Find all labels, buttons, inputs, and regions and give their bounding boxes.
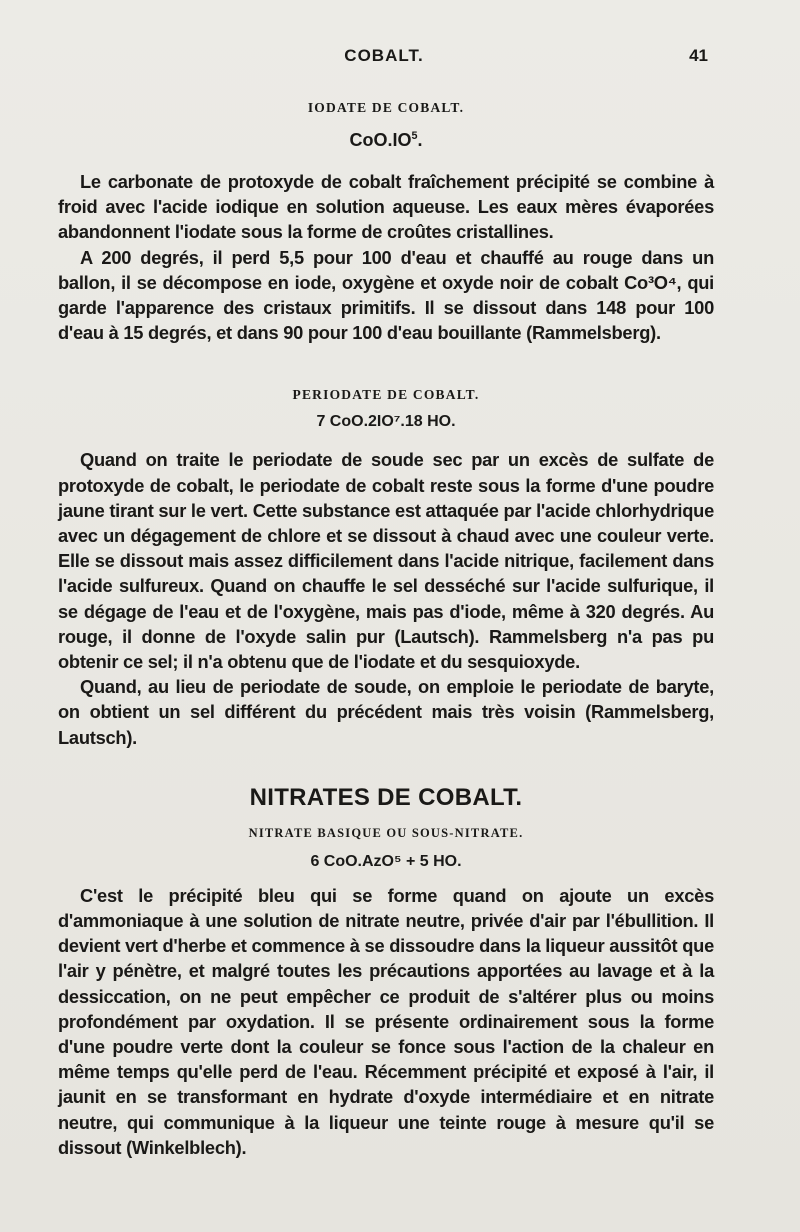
formula-iodate-end: . — [417, 130, 423, 150]
formula-nitrate: 6 CoO.AzO⁵ + 5 HO. — [310, 852, 462, 870]
iodate-paragraph-1: Le carbonate de protoxyde de cobalt fraîchement précipité se combine à froid avec l'acide iodique en solution aqueuse. Les eaux mères évaporées abandonnent l'iodate sous la forme de croûtes cristallines. — [58, 171, 714, 243]
running-head — [60, 46, 708, 70]
page-content — [58, 100, 714, 1160]
iodate-paragraph-2: A 200 degrés, il perd 5,5 pour 100 d'eau et chauffé au rouge dans un ballon, il se décompose en iode, oxygène et oxyde noir de cobalt Co³O⁴, qui garde l'apparence des cristaux primitifs. Il se dissout dans 148 pour 100 d'eau à 15 degrés, et dans 90 pour 100 d'eau bouillante (Rammelsberg). — [58, 246, 714, 344]
formula-iodate-base: CoO.IO — [349, 130, 412, 150]
page-number: 41 — [689, 46, 708, 65]
section-title-iodate: IODATE DE COBALT. — [307, 100, 465, 115]
periodate-paragraph-2: Quand, au lieu de periodate de soude, on emploie le periodate de baryte, on obtient un sel différent du précédent mais très voisin (Rammelsberg, Lautsch). — [58, 676, 714, 748]
formula-iodate-sup: 5 — [411, 130, 418, 142]
formula-periodate: 7 CoO.2IO⁷.18 HO. — [316, 413, 456, 431]
periodate-paragraph-1: Quand on traite le periodate de soude sec par un excès de sulfate de protoxyde de cobalt, le periodate de cobalt reste sous la forme d'une poudre jaune tirant sur le vert. Cette substance est attaquée par l'acide chlorhydrique avec un dégagement de chlore et se dissout à chaud avec une couleur verte. Elle se dissout mais assez difficilement dans l'acide nitrique, facilement dans l'acide sulfureux. Quand on chauffe le sel desséché sur l'acide sulfurique, il se dégage de l'eau et de l'oxygène, mais pas d'iode, même à 320 degrés. Au rouge, il donne de l'oxyde salin pur (Lautsch). Rammelsberg n'a pas pu obtenir ce sel; il n'a obtenu que de l'iodate et du sesquioxyde. — [58, 449, 714, 673]
section-title-periodate: PERIODATE DE COBALT. — [292, 387, 480, 403]
section-title-nitrates: NITRATES DE COBALT. — [249, 783, 523, 811]
subsection-title-nitrate-basique: NITRATE BASIQUE OU SOUS-NITRATE. — [248, 825, 524, 840]
formula-iodate — [58, 130, 714, 151]
running-title: COBALT. — [344, 46, 424, 65]
nitrate-paragraph-1: C'est le précipité bleu qui se forme quand on ajoute un excès d'ammoniaque à une solution de nitrate neutre, privée d'air par l'ébullition. Il devient vert d'herbe et commence à se dissoudre dans la liqueur aussitôt que l'air y pénètre, et malgré toutes les précautions apportées au lavage et à la dessiccation, on ne peut empêcher ce produit de s'altérer plus ou moins profondément par oxydation. Il se présente ordinairement sous la forme d'une poudre verte dont la couleur se fonce sous l'action de la chaleur en même temps qu'elle perd de l'eau. Récemment précipité et exposé à l'air, il jaunit en se transformant en hydrate d'oxyde intermédiaire et en nitrate neutre, qui communique à la liqueur une teinte rouge à mesure qu'il se dissout (Winkelblech). — [58, 884, 714, 1158]
